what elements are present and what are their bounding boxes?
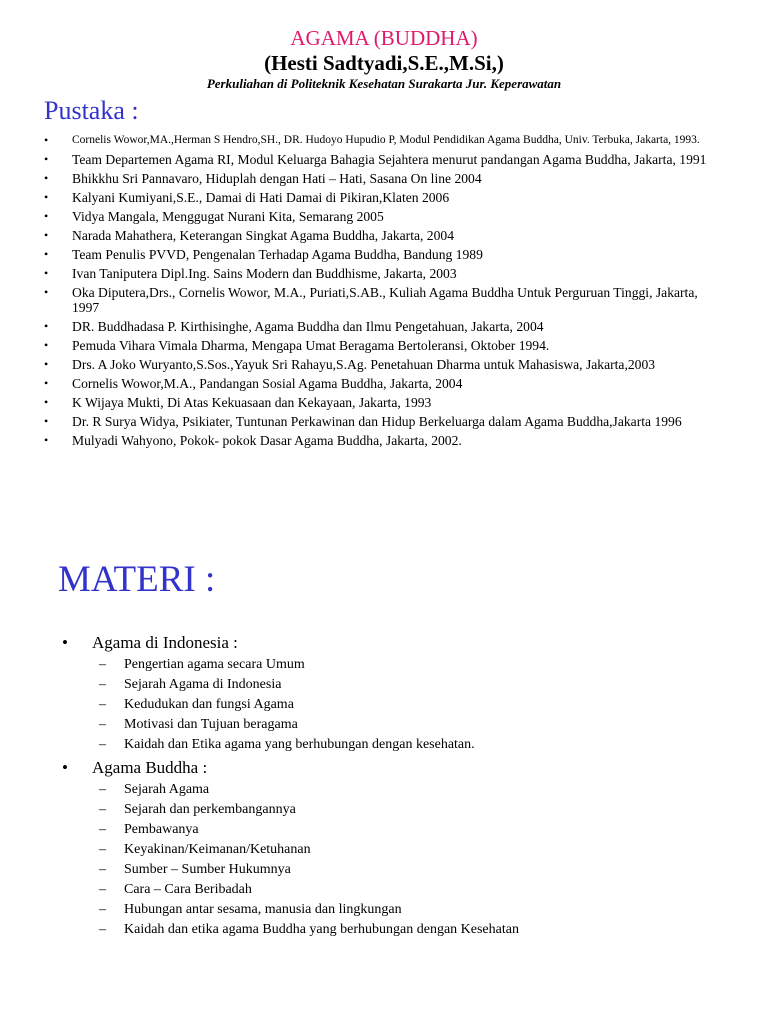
reference-item	[44, 228, 724, 243]
materi-topic-list	[62, 632, 742, 942]
reference-text: Dr. R Surya Widya, Psikiater, Tuntunan Perkawinan dan Hidup Berkeluarga dalam Agama Buddha,Jakarta 1996	[72, 414, 682, 429]
subtopic-item	[92, 696, 742, 713]
dash-icon: –	[99, 717, 106, 732]
reference-item	[44, 247, 724, 262]
subtopic-text: Sumber – Sumber Hukumnya	[124, 862, 291, 877]
document-header	[0, 26, 768, 92]
reference-item	[44, 134, 724, 147]
reference-text: Pemuda Vihara Vimala Dharma, Mengapa Umat Beragama Bertoleransi, Oktober 1994.	[72, 338, 550, 353]
subtopic-list	[92, 781, 742, 938]
dash-icon: –	[99, 902, 106, 917]
subtopic-item	[92, 921, 742, 938]
bullet-icon: •	[44, 228, 49, 242]
reference-text: DR. Buddhadasa P. Kirthisinghe, Agama Buddha dan Ilmu Pengetahuan, Jakarta, 2004	[72, 319, 544, 334]
subtopic-text: Sejarah Agama di Indonesia	[124, 677, 282, 692]
dash-icon: –	[99, 697, 106, 712]
reference-item	[44, 414, 724, 429]
subtopic-item	[92, 656, 742, 673]
bullet-icon: •	[44, 395, 49, 409]
subtopic-item	[92, 901, 742, 918]
subtopic-item	[92, 716, 742, 733]
dash-icon: –	[99, 842, 106, 857]
reference-text: Team Penulis PVVD, Pengenalan Terhadap Agama Buddha, Bandung 1989	[72, 247, 483, 262]
dash-icon: –	[99, 822, 106, 837]
subtopic-text: Sejarah Agama	[124, 782, 210, 797]
reference-item	[44, 190, 724, 205]
reference-item	[44, 357, 724, 372]
subtopic-text: Motivasi dan Tujuan beragama	[124, 717, 298, 732]
reference-item	[44, 152, 724, 167]
dash-icon: –	[99, 782, 106, 797]
reference-text: Cornelis Wowor,M.A., Pandangan Sosial Agama Buddha, Jakarta, 2004	[72, 376, 463, 391]
reference-item	[44, 338, 724, 353]
reference-text: K Wijaya Mukti, Di Atas Kekuasaan dan Kekayaan, Jakarta, 1993	[72, 395, 432, 410]
subtopic-list	[92, 656, 742, 753]
materi-heading: MATERI :	[58, 559, 216, 600]
reference-item	[44, 376, 724, 391]
dash-icon: –	[99, 862, 106, 877]
bullet-icon: •	[44, 209, 49, 223]
dash-icon: –	[99, 882, 106, 897]
reference-text: Mulyadi Wahyono, Pokok- pokok Dasar Agama Buddha, Jakarta, 2002.	[72, 433, 462, 448]
reference-text: Kalyani Kumiyani,S.E., Damai di Hati Damai di Pikiran,Klaten 2006	[72, 190, 450, 205]
reference-list	[44, 134, 724, 452]
reference-item	[44, 319, 724, 334]
course-subtitle: Perkuliahan di Politeknik Kesehatan Surakarta Jur. Keperawatan	[206, 76, 562, 91]
dash-icon: –	[99, 802, 106, 817]
subtopic-item	[92, 861, 742, 878]
bullet-icon: •	[44, 133, 49, 147]
bullet-icon: •	[44, 171, 49, 185]
subtopic-text: Keyakinan/Keimanan/Ketuhanan	[124, 842, 311, 857]
subtopic-text: Pengertian agama secara Umum	[124, 657, 305, 672]
pustaka-heading: Pustaka :	[44, 96, 139, 125]
bullet-icon: •	[44, 285, 49, 299]
reference-text: Cornelis Wowor,MA.,Herman S Hendro,SH., DR. Hudoyo Hupudio P, Modul Pendidikan Agama Buddha, Univ. Terbuka, Jakarta, 1993.	[72, 134, 700, 146]
bullet-icon: •	[44, 433, 49, 447]
reference-item	[44, 285, 724, 315]
reference-item	[44, 433, 724, 448]
reference-text: Oka Diputera,Drs., Cornelis Wowor, M.A., Puriati,S.AB., Kuliah Agama Buddha Untuk Perguruan Tinggi, Jakarta, 1997	[72, 285, 698, 315]
subtopic-item	[92, 676, 742, 693]
reference-text: Ivan Taniputera Dipl.Ing. Sains Modern dan Buddhisme, Jakarta, 2003	[72, 266, 457, 281]
reference-item	[44, 395, 724, 410]
bullet-icon: •	[44, 319, 49, 333]
bullet-icon: •	[44, 414, 49, 428]
subtopic-text: Kaidah dan Etika agama yang berhubungan dengan kesehatan.	[124, 737, 475, 752]
dash-icon: –	[99, 657, 106, 672]
reference-item	[44, 171, 724, 186]
reference-text: Bhikkhu Sri Pannavaro, Hiduplah dengan Hati – Hati, Sasana On line 2004	[72, 171, 482, 186]
subtopic-text: Kaidah dan etika agama Buddha yang berhubungan dengan Kesehatan	[124, 922, 519, 937]
topic-item	[62, 757, 742, 938]
topic-label: Agama di Indonesia :	[92, 633, 238, 652]
reference-item	[44, 266, 724, 281]
bullet-icon: •	[44, 152, 49, 166]
author-line: (Hesti Sadtyadi,S.E.,M.Si,)	[264, 51, 504, 75]
subtopic-item	[92, 781, 742, 798]
subtopic-item	[92, 881, 742, 898]
dash-icon: –	[99, 922, 106, 937]
reference-text: Drs. A Joko Wuryanto,S.Sos.,Yayuk Sri Rahayu,S.Ag. Penetahuan Dharma untuk Mahasiswa, Jakarta,2003	[72, 357, 656, 372]
bullet-icon: •	[62, 633, 68, 652]
subtopic-text: Pembawanya	[124, 822, 199, 837]
reference-text: Team Departemen Agama RI, Modul Keluarga Bahagia Sejahtera menurut pandangan Agama Buddha, Jakarta, 1991	[72, 152, 707, 167]
subtopic-text: Cara – Cara Beribadah	[124, 882, 252, 897]
dash-icon: –	[99, 737, 106, 752]
reference-item	[44, 209, 724, 224]
bullet-icon: •	[44, 190, 49, 204]
bullet-icon: •	[44, 357, 49, 371]
bullet-icon: •	[62, 758, 68, 777]
reference-text: Vidya Mangala, Menggugat Nurani Kita, Semarang 2005	[72, 209, 384, 224]
bullet-icon: •	[44, 266, 49, 280]
subtopic-text: Kedudukan dan fungsi Agama	[124, 697, 294, 712]
document-title: AGAMA (BUDDHA)	[290, 26, 478, 50]
dash-icon: –	[99, 677, 106, 692]
subtopic-item	[92, 801, 742, 818]
subtopic-item	[92, 736, 742, 753]
subtopic-text: Sejarah dan perkembangannya	[124, 802, 296, 817]
bullet-icon: •	[44, 376, 49, 390]
topic-item	[62, 632, 742, 753]
subtopic-item	[92, 821, 742, 838]
topic-label: Agama Buddha :	[92, 758, 208, 777]
bullet-icon: •	[44, 338, 49, 352]
bullet-icon: •	[44, 247, 49, 261]
subtopic-item	[92, 841, 742, 858]
subtopic-text: Hubungan antar sesama, manusia dan lingkungan	[124, 902, 402, 917]
reference-text: Narada Mahathera, Keterangan Singkat Agama Buddha, Jakarta, 2004	[72, 228, 454, 243]
